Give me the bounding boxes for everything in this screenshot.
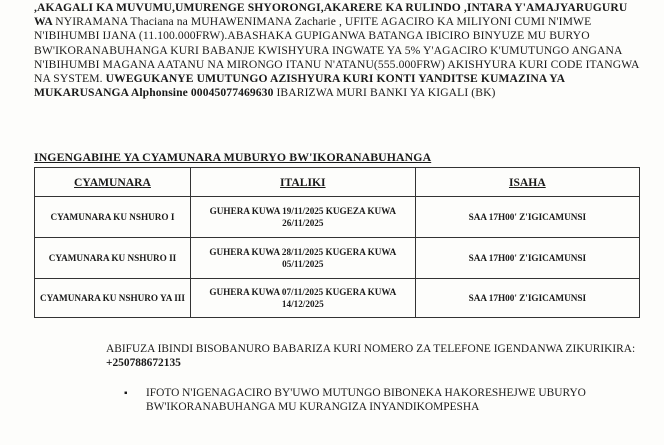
row-date: GUHERA KUWA 19/11/2025 KUGEZA KUWA 26/11/2025 xyxy=(190,197,415,238)
header-cyamunara: CYAMUNARA xyxy=(35,168,191,197)
table-row xyxy=(35,279,640,318)
contact-text: ABIFUZA IBINDI BISOBANURO BABARIZA KURI NOMERO ZA TELEFONE IGENDANWA ZIKURIKIRA: xyxy=(106,343,636,355)
row-time: SAA 17H00' Z'IGICAMUNSI xyxy=(415,279,639,318)
intro-account: UWEGUKANYE UMUTUNGO AZISHYURA KURI KONTI YANDITSE KUMAZINA YA MUKARUSANGA Alphonsine 00045077469630 xyxy=(34,72,565,100)
table-header-row xyxy=(35,168,640,197)
intro-location: ,AKAGALI KA MUVUMU,UMURENGE SHYORONGI,AKARERE KA RULINDO ,INTARA Y'AMAJYARUGURU WA xyxy=(34,1,628,29)
bullet-item xyxy=(124,386,656,415)
intro-paragraph xyxy=(34,1,648,100)
row-time: SAA 17H00' Z'IGICAMUNSI xyxy=(415,238,639,279)
table-row xyxy=(35,238,640,279)
schedule-heading: INGENGABIHE YA CYAMUNARA MUBURYO BW'IKORANABUHANGA xyxy=(34,150,432,164)
intro-body: NYIRAMANA Thaciana na MUHAWENIMANA Zacharie , UFITE AGACIRO KA MILIYONI CUMI N'IMWE N'IBIHUMBI IJANA (11.100.000FRW).ABASHAKA GUPIGANWA BATANGA IBICIRO BINYUZE MU BURYO BW'IKORANABUHANGA KURI BABANJE KWISHYURA INGWATE YA 5% Y'AGACIRO K'UMUTUNGO ANGANA N'IBIHUMBI MAGANA AATANU NA MIRONGO ITANU N'ATANU(555.000FRW) AKISHYURA KURI CODE ITANGWA NA SYSTEM. xyxy=(34,15,639,86)
row-auction: CYAMUNARA KU NSHURO II xyxy=(35,238,191,279)
row-auction: CYAMUNARA KU NSHURO I xyxy=(35,197,191,238)
contact-phone: +250788672135 xyxy=(106,357,181,370)
row-auction: CYAMUNARA KU NSHURO YA III xyxy=(35,279,191,318)
row-time: SAA 17H00' Z'IGICAMUNSI xyxy=(415,197,639,238)
row-date: GUHERA KUWA 28/11/2025 KUGERA KUWA 05/11/2025 xyxy=(190,238,415,279)
table-row xyxy=(35,197,640,238)
row-date: GUHERA KUWA 07/11/2025 KUGERA KUWA 14/12/2025 xyxy=(190,279,415,318)
intro-bank: IBARIZWA MURI BANKI YA KIGALI (BK) xyxy=(273,86,496,100)
bullet-text: IFOTO N'IGENAGACIRO BY'UWO MUTUNGO BIBONEKA HAKORESHEJWE UBURYO BW'IKORANABUHANGA MU KURANGIZA INYANDIKOMPESHA xyxy=(146,387,586,414)
header-italiki: ITALIKI xyxy=(190,168,415,197)
contact-paragraph xyxy=(106,342,646,371)
bullet-marker-icon: ▪ xyxy=(124,388,128,399)
schedule-table xyxy=(34,167,640,318)
header-isaha: ISAHA xyxy=(415,168,639,197)
